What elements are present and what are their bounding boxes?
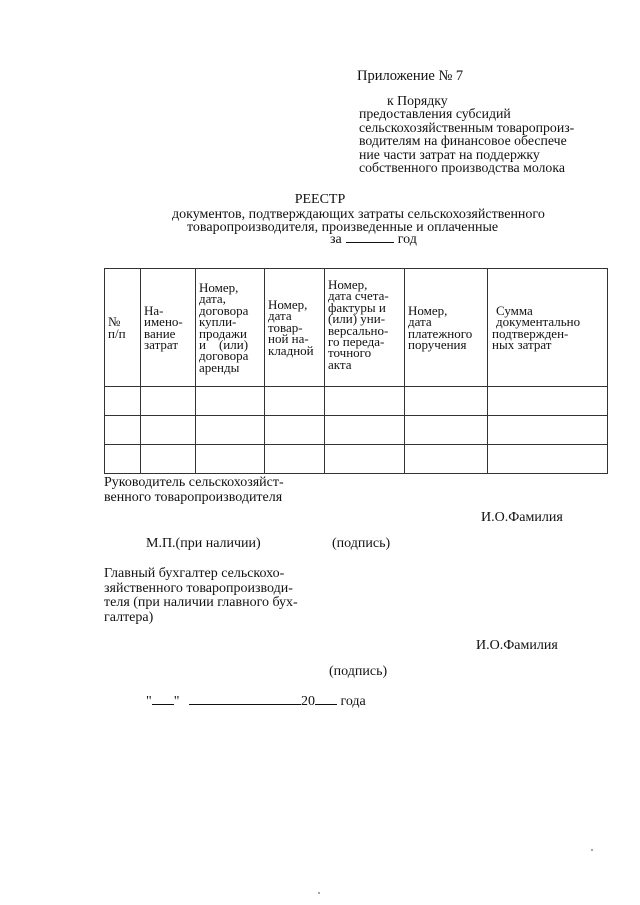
order-line: сельскохозяйственным товаропроиз- xyxy=(359,119,575,135)
col-header-cost-name: На- имено- вание затрат xyxy=(141,269,196,387)
table-row xyxy=(105,445,608,474)
accountant-label-line: зяйственного товаропроизводи- xyxy=(104,580,293,596)
stamp-label: М.П.(при наличии) xyxy=(146,536,261,551)
year-prefix: 20 xyxy=(300,694,315,709)
table-cell xyxy=(325,387,405,416)
order-line: собственного производства молока xyxy=(359,160,565,176)
table-cell xyxy=(196,416,265,445)
accountant-signatory-label xyxy=(104,567,298,625)
table-cell xyxy=(105,416,141,445)
head-label-line: венного товаропроизводителя xyxy=(104,490,283,505)
order-line: водителям на финансовое обеспече xyxy=(359,133,567,149)
table-cell xyxy=(141,387,196,416)
signature-caption: (подпись) xyxy=(329,664,388,679)
head-signatory-name: И.О.Фамилия xyxy=(481,510,563,525)
date-line xyxy=(146,693,366,710)
table-header-row xyxy=(105,269,608,387)
accountant-name: И.О.Фамилия xyxy=(476,638,558,653)
appendix-number: Приложение № 7 xyxy=(357,68,464,84)
table-cell xyxy=(405,387,488,416)
table-cell xyxy=(196,387,265,416)
year-blank xyxy=(315,693,337,705)
table-cell xyxy=(265,445,325,474)
col-header-waybill: Номер, дата товар- ной на- кладной xyxy=(265,269,325,387)
table-cell xyxy=(405,416,488,445)
order-line: ние части затрат на поддержку xyxy=(359,146,540,162)
order-line: к Порядку xyxy=(387,93,448,108)
col-header-payment-order: Номер, дата платежного поручения xyxy=(405,269,488,387)
date-suffix: года xyxy=(340,694,366,709)
year-blank xyxy=(346,232,394,243)
table-cell xyxy=(105,387,141,416)
date-quote-open: " xyxy=(146,694,152,709)
scan-speck xyxy=(318,892,320,894)
table-cell xyxy=(325,445,405,474)
col-header-contract: Номер, дата, договора купли- продажи и (или) договора аренды xyxy=(196,269,265,387)
table-row xyxy=(105,387,608,416)
accountant-label-line: теля (при наличии главного бух- xyxy=(104,595,298,610)
accountant-label-line: Главный бухгалтер сельскохо- xyxy=(104,566,285,581)
document-subtitle-line-3 xyxy=(330,232,417,248)
head-signatory-label xyxy=(104,475,284,505)
table-cell xyxy=(105,445,141,474)
registry-table xyxy=(104,268,608,474)
year-suffix: год xyxy=(397,232,417,247)
table-cell xyxy=(488,387,608,416)
col-header-number: № п/п xyxy=(105,269,141,387)
head-label-line: Руководитель сельскохозяйст- xyxy=(104,475,284,490)
table-cell xyxy=(141,416,196,445)
scan-speck xyxy=(591,849,593,851)
date-quote-close: " xyxy=(173,694,180,709)
order-line: предоставления субсидий xyxy=(359,106,511,122)
accountant-label-line: галтера) xyxy=(104,609,154,625)
table-cell xyxy=(325,416,405,445)
table-cell xyxy=(141,445,196,474)
day-blank xyxy=(152,693,174,705)
table-cell xyxy=(265,387,325,416)
year-prefix: за xyxy=(330,232,342,247)
month-blank xyxy=(189,693,301,705)
table-cell xyxy=(488,416,608,445)
table-row xyxy=(105,416,608,445)
table-cell xyxy=(405,445,488,474)
table-cell xyxy=(488,445,608,474)
order-reference xyxy=(359,94,604,174)
table-cell xyxy=(196,445,265,474)
col-header-confirmed-sum: Сумма документально подтвержден- ных затрат xyxy=(488,269,608,387)
document-subtitle-line-1: документов, подтверждающих затраты сельскохозяйственного xyxy=(172,207,545,222)
document-subtitle-line-2: товаропроизводителя, произведенные и оплаченные xyxy=(187,220,499,235)
col-header-invoice: Номер, дата счета- фактуры и (или) уни- версально- го переда- точного акта xyxy=(325,269,405,387)
signature-caption: (подпись) xyxy=(332,536,391,551)
document-title: РЕЕСТР xyxy=(294,192,346,207)
table-cell xyxy=(265,416,325,445)
